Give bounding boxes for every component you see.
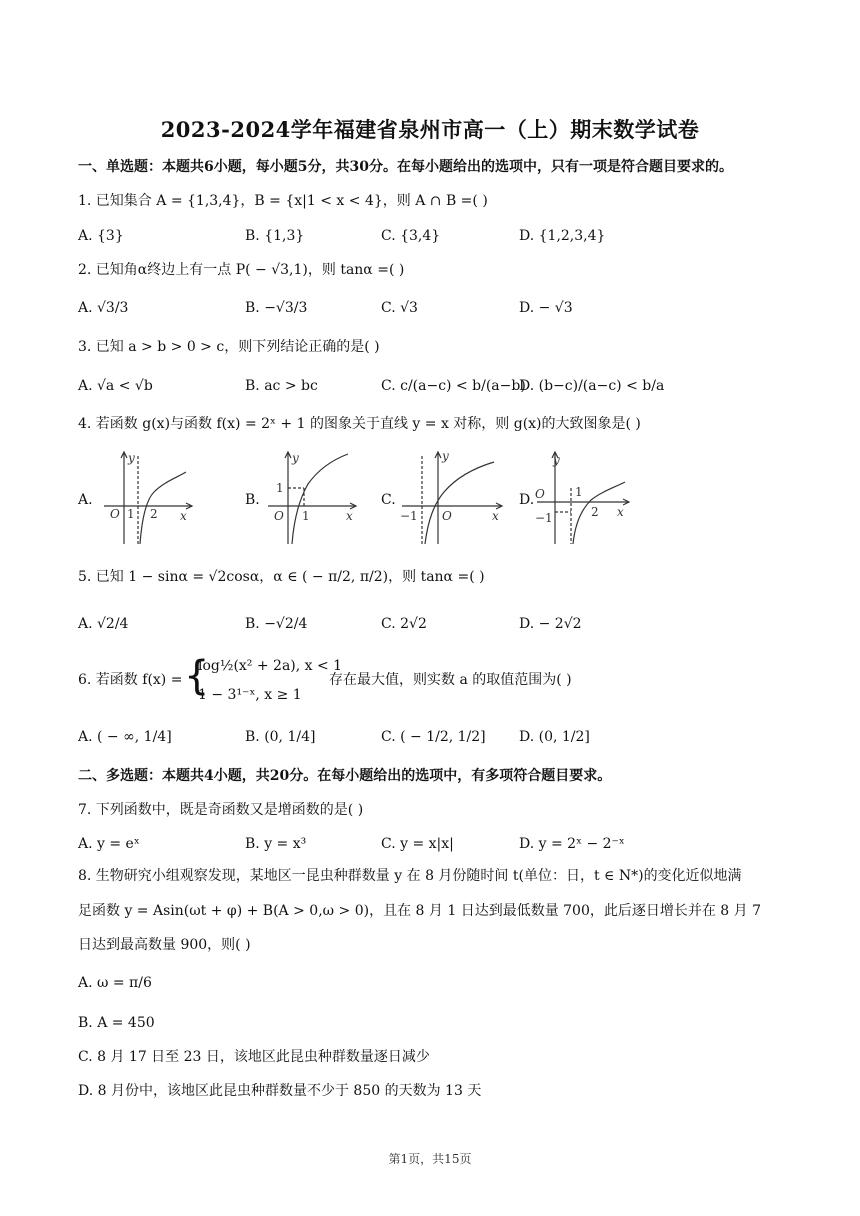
svg-text:y: y: [128, 451, 135, 465]
page-title: 2023-2024学年福建省泉州市高一（上）期末数学试卷: [160, 117, 700, 142]
question-6-option-c: C. ( − 1/2, 1/2]: [381, 729, 486, 745]
question-4-option-c: C.: [381, 492, 396, 508]
question-5-stem: 5. 已知 1 − sinα = √2cosα，α ∈ ( − π/2, π/2)，则 tanα =( ): [78, 569, 485, 585]
question-2-option-d: D. − √3: [519, 300, 573, 316]
svg-text:−1: −1: [535, 511, 553, 525]
question-3-option-d: D. (b−c)/(a−c) < b/a: [519, 378, 665, 394]
piecewise-brace: {: [184, 653, 210, 699]
graph-a: [98, 448, 194, 548]
svg-text:O: O: [274, 509, 284, 523]
svg-text:x: x: [346, 509, 353, 523]
question-6-stem-post: 存在最大值，则实数 a 的取值范围为( ): [329, 672, 572, 688]
question-3-option-c: C. c/(a−c) < b/(a−b): [381, 378, 526, 394]
question-7-option-b: B. y = x³: [245, 836, 307, 852]
question-2-option-c: C. √3: [381, 300, 418, 316]
question-3-option-b: B. ac > bc: [245, 378, 318, 394]
svg-text:1: 1: [127, 507, 135, 521]
svg-text:x: x: [492, 509, 499, 523]
svg-text:2: 2: [150, 507, 158, 521]
question-5-option-c: C. 2√2: [381, 616, 427, 632]
question-1-option-b: B. {1,3}: [245, 228, 305, 244]
question-3-stem: 3. 已知 a > b > 0 > c，则下列结论正确的是( ): [78, 339, 380, 355]
question-2-option-a: A. √3/3: [78, 300, 129, 316]
question-2-stem: 2. 已知角α终边上有一点 P( − √3,1)，则 tanα =( ): [78, 262, 405, 278]
svg-text:1: 1: [276, 481, 284, 495]
question-8-line-1: 8. 生物研究小组观察发现，某地区一昆虫种群数量 y 在 8 月份随时间 t(单位：日，t ∈ N*)的变化近似地满: [78, 868, 742, 884]
question-7-option-a: A. y = eˣ: [78, 836, 140, 852]
svg-text:O: O: [442, 509, 452, 523]
section-heading-multi-choice: 二、多选题：本题共4小题，共20分。在每小题给出的选项中，有多项符合题目要求。: [78, 768, 612, 784]
question-8-option-a: A. ω = π/6: [78, 975, 152, 991]
svg-text:x: x: [180, 509, 187, 523]
svg-text:1: 1: [302, 509, 310, 523]
svg-text:O: O: [110, 507, 120, 521]
question-3-option-a: A. √a < √b: [78, 378, 153, 394]
question-4-stem: 4. 若函数 g(x)与函数 f(x) = 2ˣ + 1 的图象关于直线 y = x 对称，则 g(x)的大致图象是( ): [78, 416, 641, 432]
question-8-option-d: D. 8 月份中，该地区此昆虫种群数量不少于 850 的天数为 13 天: [78, 1083, 482, 1099]
question-5-option-d: D. − 2√2: [519, 616, 582, 632]
question-6-stem-pre: 6. 若函数 f(x) =: [78, 672, 183, 688]
question-8-option-c: C. 8 月 17 日至 23 日，该地区此昆虫种群数量逐日减少: [78, 1049, 430, 1065]
svg-text:1: 1: [575, 485, 583, 499]
page-footer: 第1页，共15页: [388, 1152, 472, 1166]
svg-text:O: O: [535, 487, 545, 501]
question-6-option-a: A. ( − ∞, 1/4]: [78, 729, 172, 745]
question-1-stem: 1. 已知集合 A = {1,3,4}，B = {x|1 < x < 4}，则 A ∩ B =( ): [78, 193, 488, 209]
question-7-option-d: D. y = 2ˣ − 2⁻ˣ: [519, 836, 625, 852]
svg-text:y: y: [292, 451, 299, 465]
svg-text:x: x: [617, 505, 624, 519]
graph-b: [262, 448, 358, 548]
question-1-option-c: C. {3,4}: [381, 228, 441, 244]
question-6-option-b: B. (0, 1/4]: [245, 729, 316, 745]
question-5-option-a: A. √2/4: [78, 616, 129, 632]
question-1-option-d: D. {1,2,3,4}: [519, 228, 606, 244]
question-8-line-3: 日达到最高数量 900，则( ): [78, 937, 251, 953]
question-6-case-1: log½(x² + 2a), x < 1: [198, 658, 343, 674]
svg-text:2: 2: [591, 505, 599, 519]
question-7-stem: 7. 下列函数中，既是奇函数又是增函数的是( ): [78, 802, 364, 818]
question-4-option-a: A.: [78, 492, 93, 508]
svg-text:y: y: [442, 449, 449, 463]
question-6-option-d: D. (0, 1/2]: [519, 729, 590, 745]
question-5-option-b: B. −√2/4: [245, 616, 308, 632]
question-2-option-b: B. −√3/3: [245, 300, 308, 316]
question-1-option-a: A. {3}: [78, 228, 124, 244]
question-4-option-b: B.: [245, 492, 260, 508]
question-8-option-b: B. A = 450: [78, 1015, 155, 1031]
question-7-option-c: C. y = x|x|: [381, 836, 454, 852]
svg-text:y: y: [553, 453, 560, 467]
section-heading-single-choice: 一、单选题：本题共6小题，每小题5分，共30分。在每小题给出的选项中，只有一项是符合题目要求的。: [78, 159, 733, 175]
graph-c: [398, 448, 506, 548]
question-6-case-2: 1 − 3¹⁻ˣ, x ≥ 1: [198, 687, 302, 703]
question-8-line-2: 足函数 y = Asin(ωt + φ) + B(A > 0,ω > 0)，且在 8 月 1 日达到最低数量 700，此后逐日增长并在 8 月 7: [78, 903, 762, 919]
question-4-option-d: D.: [519, 492, 535, 508]
svg-text:−1: −1: [400, 509, 418, 523]
graph-d: [533, 448, 633, 548]
